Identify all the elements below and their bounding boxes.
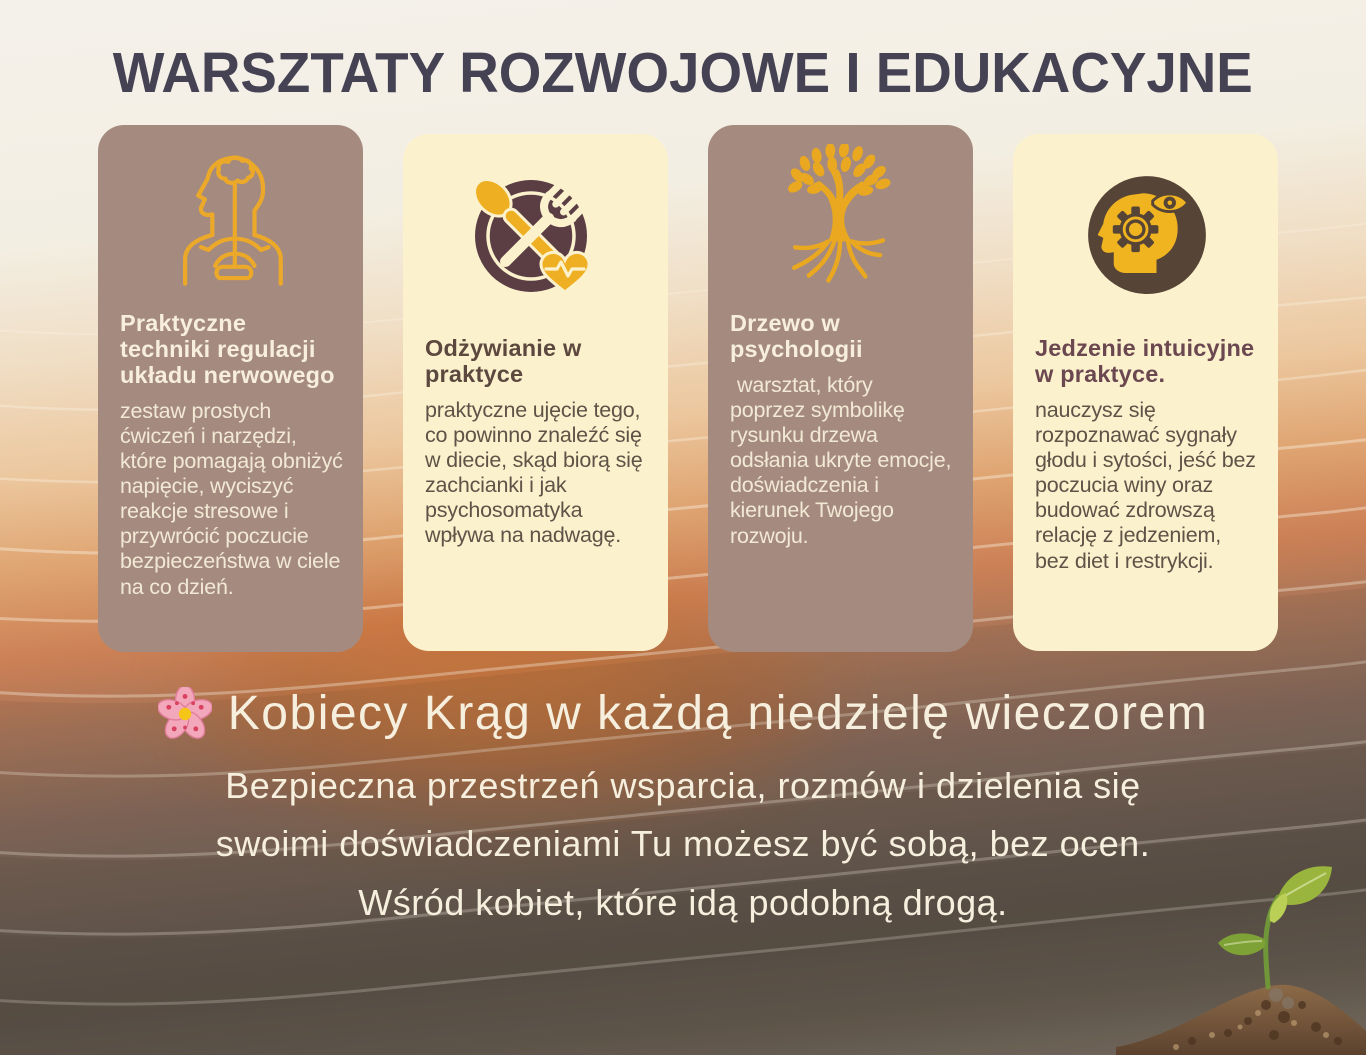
card-title: Praktyczne techniki regulacji układu nerwowego	[120, 310, 335, 388]
workshop-cards-row	[98, 125, 1278, 652]
card-body: warsztat, który poprzez symbolikę rysunku drzewa odsłania ukryte emocje, doświadczenia i kierunek Twojego rozwoju.	[730, 372, 952, 548]
card-body: zestaw prostych ćwiczeń i narzędzi, które pomagają obniżyć napięcie, wyciszyć reakcje stresowe i przywrócić poczucie bezpieczeństwa w ciele na co dzień.	[120, 398, 343, 599]
card-tree-in-psychology	[708, 125, 973, 652]
card-title: Drzewo w psychologii	[730, 310, 863, 362]
plate-cutlery-heart-icon	[425, 152, 648, 320]
footer-line: swoimi doświadczeniami Tu możesz być sobą, bez ocen.	[215, 823, 1151, 865]
footer-line: Bezpieczna przestrzeń wsparcia, rozmów i dzielenia się	[225, 765, 1141, 806]
footer-line: Wśród kobiet, które idą podobną drogą.	[358, 881, 1008, 923]
card-intuitive-eating	[1013, 134, 1278, 651]
footer-heading	[0, 686, 1366, 741]
page-title	[0, 40, 1366, 106]
head-nervous-system-icon	[120, 143, 343, 295]
cherry-blossom-icon	[158, 687, 212, 741]
footer-section	[0, 686, 1366, 932]
head-gear-eye-icon	[1035, 152, 1258, 320]
card-title: Jedzenie intuicyjne w praktyce.	[1035, 335, 1255, 387]
card-nutrition-in-practice	[403, 134, 668, 651]
card-nervous-system-regulation	[98, 125, 363, 652]
tree-roots-icon	[730, 143, 953, 295]
card-body: nauczysz się rozpoznawać sygnały głodu i sytości, jeść bez poczucia winy oraz budować zdrowszą relację z jedzeniem, bez diet i restrykcji.	[1035, 397, 1256, 573]
card-title: Odżywianie w praktyce	[425, 335, 582, 387]
footer-heading-text: Kobiecy Krąg w każdą niedzielę wieczorem	[227, 687, 1209, 740]
card-body: praktyczne ujęcie tego, co powinno znaleźć się w diecie, skąd biorą się zachcianki i jak psychosomatyka wpływa na nadwagę.	[425, 397, 643, 548]
footer-description	[0, 757, 1366, 932]
page-title-text: WARSZTATY ROZWOJOWE I EDUKACYJNE	[112, 41, 1254, 105]
